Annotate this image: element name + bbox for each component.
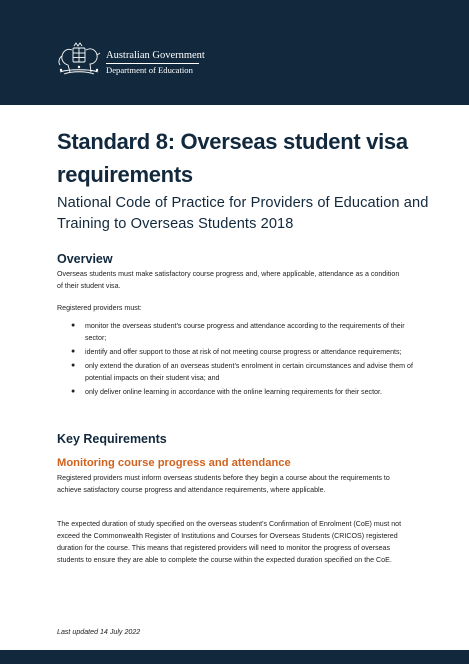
coat-of-arms-icon bbox=[56, 42, 102, 76]
bullet-dot-icon: ● bbox=[71, 388, 76, 395]
bullet-dot-icon: ● bbox=[71, 348, 76, 355]
list-item bbox=[57, 360, 417, 384]
list-item-text: monitor the overseas student’s course progress and attendance according to the requirements of their sector; bbox=[85, 322, 405, 342]
page-subtitle: National Code of Practice for Providers of Education and Training to Overseas Students 2018 bbox=[57, 195, 429, 232]
page-title: Standard 8: Overseas student visa requirements bbox=[57, 129, 408, 187]
list-item-text: identify and offer support to those at risk of not meeting course progress or attendance requirements; bbox=[85, 348, 402, 356]
overview-lead-in: Registered providers must: bbox=[57, 304, 142, 312]
logo-divider bbox=[106, 63, 199, 64]
key-requirements-heading: Key Requirements bbox=[57, 432, 167, 446]
government-logotype bbox=[106, 49, 205, 76]
header-band bbox=[0, 0, 469, 105]
monitoring-subheading: Monitoring course progress and attendance bbox=[57, 457, 291, 469]
list-item-text: only extend the duration of an overseas student’s enrolment in certain circumstances and advise them of potential impacts on their student visa; and bbox=[85, 362, 413, 382]
list-item bbox=[57, 386, 417, 398]
overview-heading: Overview bbox=[57, 252, 113, 266]
list-item bbox=[57, 320, 417, 344]
last-updated-date: Last updated 14 July 2022 bbox=[57, 628, 141, 636]
org-name-line1: Australian Government bbox=[106, 50, 205, 61]
list-item bbox=[57, 346, 417, 358]
bullet-dot-icon: ● bbox=[71, 322, 76, 329]
requirements-list bbox=[57, 320, 417, 400]
bullet-dot-icon: ● bbox=[71, 362, 76, 369]
footer-band bbox=[0, 650, 469, 664]
list-item-text: only deliver online learning in accordance with the online learning requirements for their sector. bbox=[85, 388, 382, 396]
org-name-line2: Department of Education bbox=[106, 65, 193, 75]
overview-intro: Overseas students must make satisfactory course progress and, where applicable, attendance as a condition of their student visa. bbox=[57, 270, 400, 290]
monitoring-paragraph-1: Registered providers must inform overseas students before they begin a course about the requirements to achieve satisfactory course progress and attendance requirements, where applicable. bbox=[57, 474, 390, 494]
monitoring-paragraph-2: The expected duration of study specified on the overseas student’s Confirmation of Enrolment (CoE) must not exceed the Commonwealth Register of Institutions and Courses for Overseas Students (CRICOS) registered duration for the course. This means that registered providers will need to monitor the progress of overseas students to ensure they are able to complete the course within the expected duration specified on the CoE. bbox=[57, 520, 402, 564]
